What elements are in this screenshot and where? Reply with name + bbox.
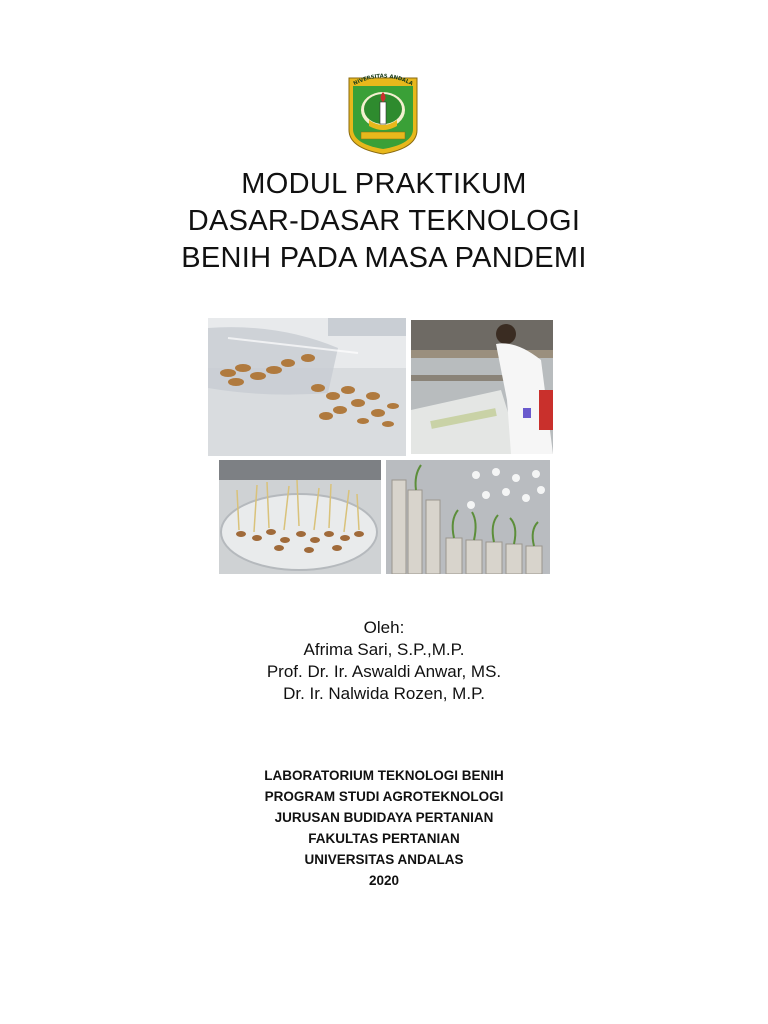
germination-petri-dish-photo: [219, 460, 381, 574]
institution-line: FAKULTAS PERTANIAN: [308, 831, 460, 846]
authors-block: [0, 617, 768, 705]
document-title: [0, 166, 768, 277]
institution-line: UNIVERSITAS ANDALAS: [304, 852, 464, 867]
authors-label: Oleh:: [363, 618, 405, 637]
university-logo: [345, 72, 421, 156]
institution-line: LABORATORIUM TEKNOLOGI BENIH: [264, 768, 504, 783]
institution-line: JURUSAN BUDIDAYA PERTANIAN: [274, 810, 494, 825]
title-line: BENIH PADA MASA PANDEMI: [181, 242, 587, 274]
publication-year: 2020: [368, 873, 400, 888]
institution-block: [0, 765, 768, 891]
logo-ring-text: NIVERSITAS ANDALA: [352, 73, 414, 88]
institution-line: PROGRAM STUDI AGROTEKNOLOGI: [264, 789, 504, 804]
author-name: Afrima Sari, S.P.,M.P.: [303, 640, 465, 659]
seedling-paper-rolls-photo: [386, 460, 550, 574]
author-name: Prof. Dr. Ir. Aswaldi Anwar, MS.: [266, 662, 502, 681]
seeds-on-plastic-photo: [208, 318, 406, 456]
laboratory-worker-photo: [411, 320, 553, 454]
author-name: Dr. Ir. Nalwida Rozen, M.P.: [283, 684, 485, 703]
title-line: MODUL PRAKTIKUM: [241, 168, 527, 200]
university-andalas-seal-icon: [345, 72, 421, 156]
title-line: DASAR-DASAR TEKNOLOGI: [187, 205, 581, 237]
